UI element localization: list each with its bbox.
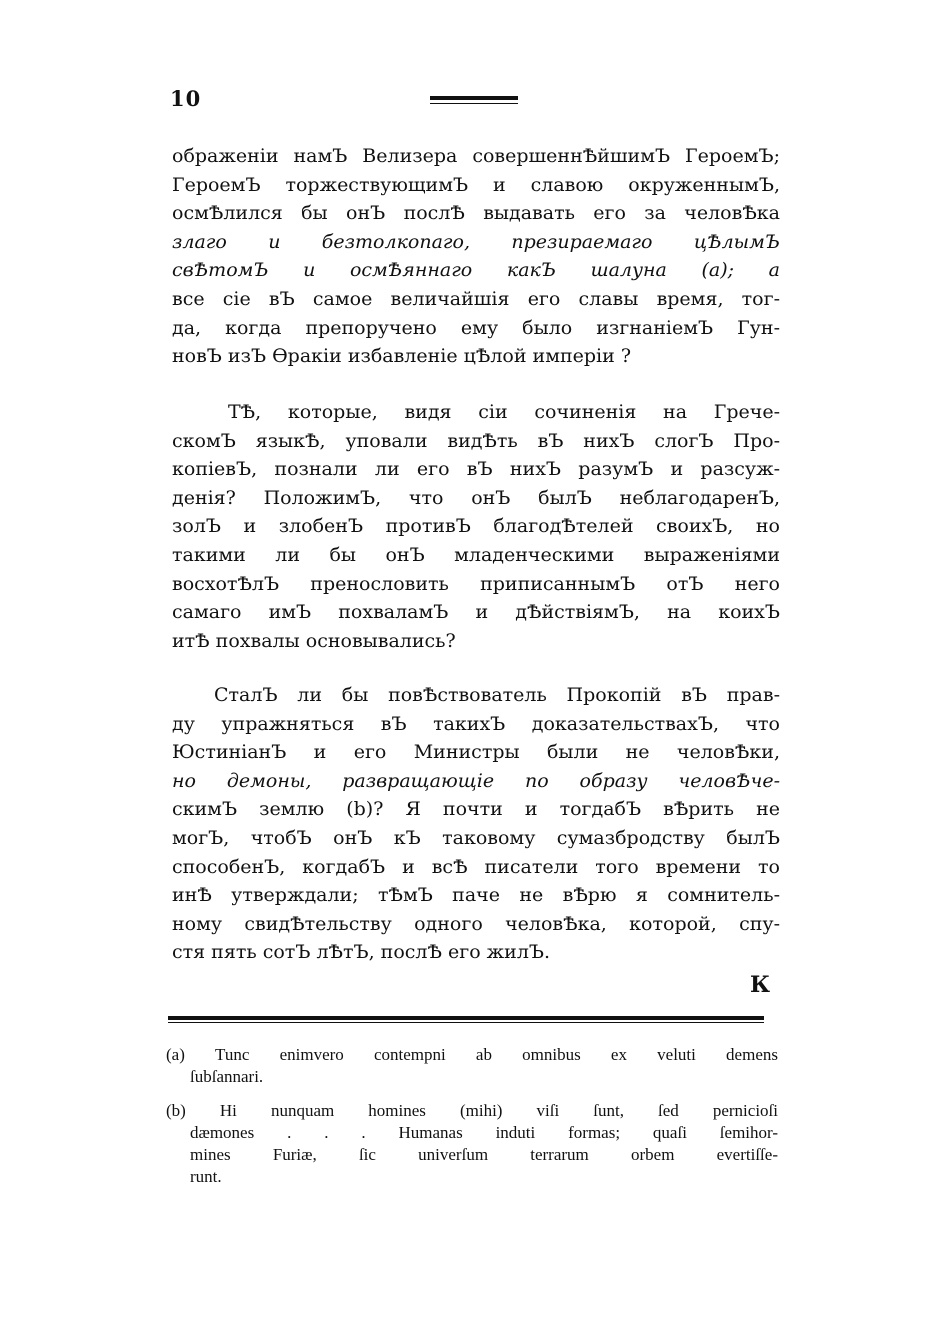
text-line: злаго и безтолкопаго, презираемаго цѢлымЪ — [172, 230, 780, 253]
text-line: ГероемЪ торжествующимЪ и славою окруженнымЪ, — [172, 173, 780, 196]
page-number: 10 — [170, 86, 202, 111]
paragraph-3 — [172, 681, 780, 967]
footnote-a — [166, 1044, 778, 1088]
header-rule-thin — [430, 103, 518, 104]
text-line: итѢ похвалы основывались? — [172, 629, 456, 652]
text-line: такими ли бы онЪ младенческими выраженіями — [172, 543, 780, 566]
paragraph-2 — [172, 398, 780, 655]
text-line: осмѢлился бы онЪ послѢ выдавать его за человѢка — [172, 202, 780, 225]
footnote-b — [166, 1100, 778, 1188]
catchword: К — [749, 972, 770, 998]
footnote-line: ſubſannari. — [190, 1067, 264, 1086]
text-line: ТѢ, которые, видя сіи сочиненія на Грече- — [228, 401, 780, 423]
footnotes — [166, 1044, 778, 1200]
text-line: ду упражняться вЪ такихЪ доказательствахЪ, что — [172, 712, 780, 735]
text-line: стя пять сотЪ лѢтЪ, послѢ его жилЪ. — [172, 941, 551, 964]
text-line: скимЪ землю (b)? Я почти и тогдабЪ вѢрить не — [172, 798, 780, 821]
text-line: копіевЪ, познали ли егo вЪ нихЪ разумЪ и разсуж- — [172, 458, 780, 481]
footnote-line: (а) Tunc enimvero contempni ab omnibus ex veluti demens — [166, 1045, 778, 1064]
text-line: свѢтомЪ и осмѢяннаго какЪ шалуна (а); а — [172, 259, 780, 282]
text-line: самаго имЪ похваламЪ и дѢйствіямЪ, на коихЪ — [172, 601, 780, 624]
text-line: скомЪ языкѢ, уповали видѢть вЪ нихЪ слогЪ Про- — [172, 429, 780, 452]
footnote-line: dæmones . . . Humanas induti formas; quaſi ſemihor- — [190, 1123, 778, 1142]
text-line: ЮстиніанЪ и его Министры были не человѢки, — [172, 741, 780, 764]
paragraph-1 — [172, 142, 780, 371]
text-line: денія? ПоложимЪ, что онЪ былЪ неблагодаренЪ, — [172, 486, 780, 509]
footnote-rule — [168, 1016, 764, 1020]
text-line: могЪ, чтобЪ онЪ кЪ таковому сумазбродству былЪ — [172, 826, 780, 849]
text-line: способенЪ, когдабЪ и всѢ писатели того времени то — [172, 855, 780, 878]
header-rule — [430, 96, 518, 100]
footnote-line: runt. — [190, 1167, 222, 1186]
text-line: но демоны, развращающіе по образу человѢче- — [172, 769, 780, 792]
text-line: золЪ и злобенЪ противЪ благодѢтелей своихЪ, но — [172, 515, 780, 538]
footnote-rule-thin — [168, 1022, 764, 1023]
text-line: восхотѢлЪ пренословить приписаннымЪ отЪ него — [172, 572, 780, 595]
text-line: новЪ изЪ Ѳракіи избавленіе цѢлой имперіи ? — [172, 345, 632, 368]
text-line: ному свидѢтельству одного человѢка, которой, спу- — [172, 912, 780, 935]
footnote-line: (b) Hi nunquam homines (mihi) viſi ſunt, ſed pernicioſi — [166, 1101, 778, 1120]
footnote-line: mines Furiæ, ſic univerſum terrarum orbem evertiſſe- — [190, 1145, 778, 1164]
text-line: все сіе вЪ самое величайшія его славы время, тог- — [172, 287, 780, 310]
text-line: да, когда препоручено ему было изгнаніемЪ Гун- — [172, 316, 780, 339]
text-line: ображеніи намЪ Велизера совершеннѢйшимЪ ГероемЪ; — [172, 145, 780, 167]
text-line: СталЪ ли бы повѢствователь Прокопій вЪ прав- — [214, 684, 780, 706]
text-line: инѢ утверждали; тѢмЪ паче не вѢрю я сомнитель- — [172, 884, 780, 907]
